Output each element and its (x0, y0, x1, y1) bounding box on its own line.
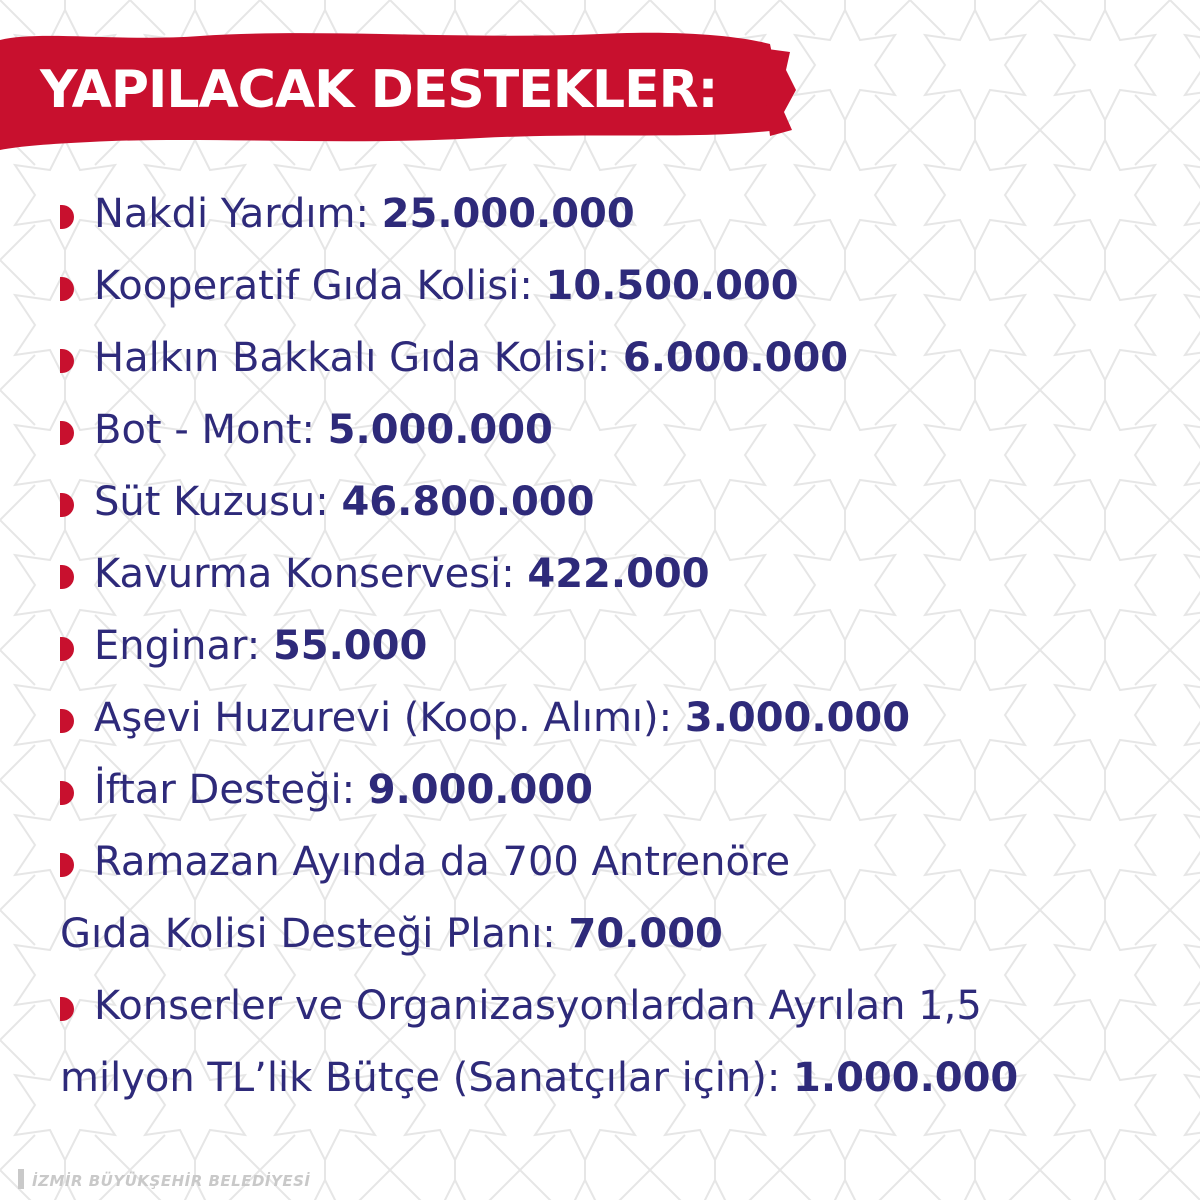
item-value: 25.000.000 (381, 191, 635, 237)
bullet-icon (60, 781, 74, 805)
list-item (60, 754, 1180, 826)
list-item-long-line2 (60, 1042, 1180, 1114)
item-value: 1.000.000 (793, 1055, 1019, 1101)
bullet-icon (60, 637, 74, 661)
item-value: 70.000 (568, 911, 723, 957)
bullet-icon (60, 349, 74, 373)
tower-icon (18, 1169, 24, 1189)
item-value: 46.800.000 (341, 479, 595, 525)
bullet-icon (60, 205, 74, 229)
item-value: 10.500.000 (545, 263, 799, 309)
footer-text: İZMİR BÜYÜKŞEHİR BELEDİYESİ (32, 1172, 311, 1190)
item-value: 422.000 (527, 551, 710, 597)
bullet-icon (60, 421, 74, 445)
item-value: 55.000 (272, 623, 428, 669)
list-item (60, 610, 1180, 682)
list-item (60, 682, 1180, 754)
page-title: YAPILACAK DESTEKLER: (40, 60, 718, 120)
list-item-long-line2 (60, 898, 1180, 970)
item-label: Enginar: (94, 623, 273, 669)
item-label: Ramazan Ayında da 700 Antrenöre (94, 839, 791, 885)
list-item (60, 538, 1180, 610)
bullet-icon (60, 277, 74, 301)
item-label: İftar Desteği: (94, 767, 368, 813)
item-label: Konserler ve Organizasyonlardan Ayrılan 1,5 (94, 983, 982, 1029)
list-item (60, 322, 1180, 394)
list-item-long-line1 (60, 970, 1180, 1042)
bullet-icon (60, 997, 74, 1021)
list-item (60, 178, 1180, 250)
item-label: milyon TL’lik Bütçe (Sanatçılar için): (60, 1055, 794, 1101)
item-label: Süt Kuzusu: (94, 479, 342, 525)
item-label: Aşevi Huzurevi (Koop. Alımı): (94, 695, 685, 741)
item-label: Kavurma Konservesi: (94, 551, 528, 597)
item-label: Bot - Mont: (94, 407, 328, 453)
list-item (60, 466, 1180, 538)
list-item (60, 394, 1180, 466)
footer-logo (18, 1168, 310, 1194)
bullet-icon (60, 853, 74, 877)
list-item (60, 250, 1180, 322)
item-label: Gıda Kolisi Desteği Planı: (60, 911, 569, 957)
bullet-icon (60, 565, 74, 589)
item-label: Nakdi Yardım: (94, 191, 382, 237)
item-label: Kooperatif Gıda Kolisi: (94, 263, 546, 309)
list-item-long-line1 (60, 826, 1180, 898)
item-value: 6.000.000 (622, 335, 849, 381)
support-list (60, 178, 1180, 1114)
item-value: 5.000.000 (327, 407, 553, 453)
bullet-icon (60, 493, 74, 517)
bullet-icon (60, 709, 74, 733)
item-label: Halkın Bakkalı Gıda Kolisi: (94, 335, 623, 381)
item-value: 9.000.000 (367, 767, 593, 813)
item-value: 3.000.000 (684, 695, 911, 741)
